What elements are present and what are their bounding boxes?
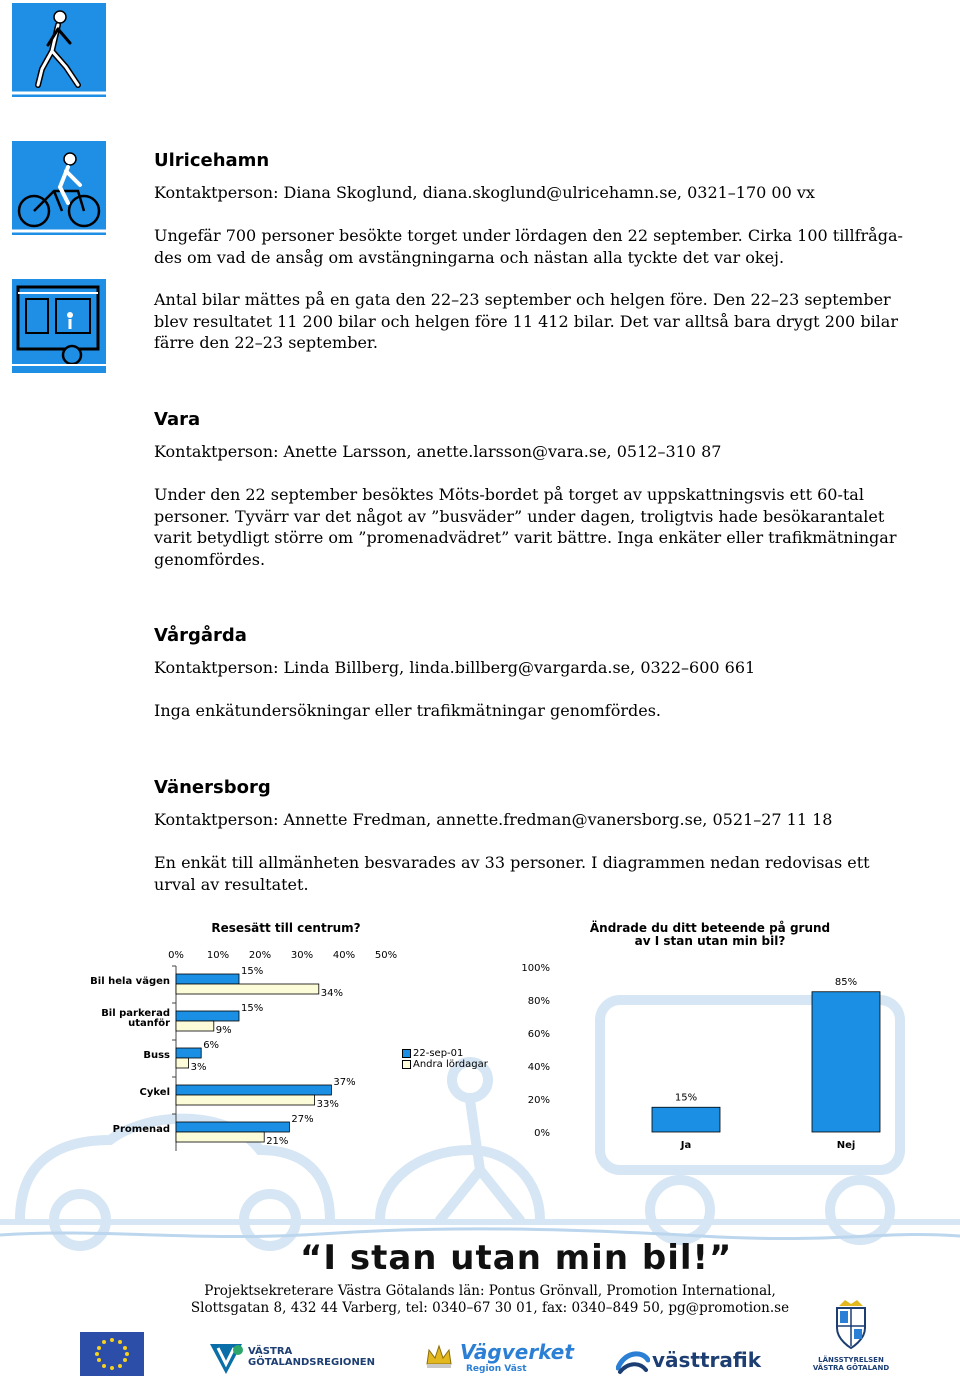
data-label: 6% <box>203 1040 220 1051</box>
section-vargarda <box>154 625 914 743</box>
paragraph: Antal bilar mättes på en gata den 22–23 september och helgen före. Den 22–23 september blev resultatet 11 200 bilar och helgen före 11 412 bilar. Det var alltså bara drygt 200 bilar färre den 22–23 september. <box>154 290 898 352</box>
bar <box>176 1122 289 1132</box>
bar <box>812 992 880 1132</box>
x-tick-label: 0% <box>168 950 184 961</box>
data-label: 15% <box>241 1003 264 1014</box>
section-title: Vara <box>154 409 201 430</box>
y-tick-label: 0% <box>534 1128 550 1139</box>
contact-line: Kontaktperson: Annette Fredman, annette.fredman@vanersborg.se, 0521–27 11 18 <box>154 810 833 829</box>
slogan: “I stan utan min bil!” <box>300 1238 733 1278</box>
bar <box>176 1021 214 1031</box>
bar <box>176 1095 315 1105</box>
vagverket-subtext: Region Väst <box>466 1364 527 1374</box>
lansstyrelsen-text-2: VÄSTRA GÖTALAND <box>812 1364 890 1372</box>
data-label: 3% <box>190 1062 207 1073</box>
x-tick-label: 30% <box>290 950 314 961</box>
vertical-bar-chart <box>510 918 910 1158</box>
paragraph: Inga enkätundersökningar eller trafikmätningar genomfördes. <box>154 701 661 720</box>
paragraph: En enkät till allmänheten besvarades av 33 personer. I diagrammen nedan redovisas ett urval av resultatet. <box>154 853 870 894</box>
x-tick-label: 10% <box>206 950 230 961</box>
data-label: 15% <box>674 1092 698 1104</box>
vasttrafik-swirl-icon <box>616 1346 650 1376</box>
category-label: Buss <box>143 1050 170 1061</box>
y-tick-label: 20% <box>527 1095 550 1106</box>
footer-line-2: Slottsgatan 8, 432 44 Varberg, tel: 0340–67 30 01, fax: 0340–849 50, pg@promotion.se <box>190 1300 790 1316</box>
data-label: 21% <box>266 1136 289 1147</box>
data-label: 15% <box>241 966 264 977</box>
chart-resesatt <box>90 918 516 1158</box>
bar <box>176 1048 201 1058</box>
crown-icon <box>424 1342 454 1372</box>
legend-label: 22-sep-01 <box>413 1048 464 1059</box>
data-label: 37% <box>333 1077 356 1088</box>
contact-line: Kontaktperson: Anette Larsson, anette.larsson@vara.se, 0512–310 87 <box>154 442 722 461</box>
y-tick-label: 80% <box>527 996 550 1007</box>
chart-title: Resesätt till centrum? <box>211 921 361 935</box>
eu-stars-icon <box>80 1332 144 1376</box>
category-label: Bil parkerad <box>101 1008 170 1019</box>
lansstyrelsen-text-1: LÄNSSTYRELSEN <box>818 1356 884 1364</box>
y-tick-label: 60% <box>527 1029 550 1040</box>
cyclist-icon <box>12 141 106 235</box>
bar <box>176 974 239 984</box>
vasttrafik-logo <box>616 1346 762 1378</box>
bar <box>176 1058 189 1068</box>
bar <box>176 1011 239 1021</box>
section-ulricehamn <box>154 150 914 375</box>
chart-legend <box>402 1048 488 1070</box>
data-label: 85% <box>834 976 858 988</box>
section-title: Ulricehamn <box>154 150 270 171</box>
category-label: Bil hela vägen <box>90 976 170 987</box>
footer-line-1: Projektsekreterare Västra Götalands län: Pontus Grönvall, Promotion International, <box>204 1283 776 1299</box>
section-vanersborg <box>154 777 914 916</box>
eu-flag-logo <box>80 1332 144 1376</box>
y-tick-label: 40% <box>527 1062 550 1073</box>
legend-entry <box>402 1048 488 1059</box>
legend-label: Andra lördagar <box>413 1059 488 1070</box>
contact-line: Kontaktperson: Linda Billberg, linda.billberg@vargarda.se, 0322–600 661 <box>154 658 756 677</box>
data-label: 34% <box>320 988 344 999</box>
category-label: Promenad <box>112 1124 170 1135</box>
walking-person-icon <box>12 3 106 97</box>
vgr-text-1: VÄSTRA <box>248 1346 293 1357</box>
bus-icon <box>12 279 106 373</box>
x-tick-label: 40% <box>332 950 356 961</box>
bar <box>176 984 319 994</box>
bar <box>176 1132 264 1142</box>
vgr-mark-icon <box>208 1340 244 1376</box>
lansstyrelsen-logo <box>808 1298 894 1378</box>
vasttrafik-text: västtrafik <box>652 1348 762 1372</box>
y-tick-label: 100% <box>521 963 550 974</box>
paragraph: Ungefär 700 personer besökte torget under lördagen den 22 september. Cirka 100 tillfråga-des om vad de ansåg om avstängningarna och nästan alla tyckte det var okej. <box>154 226 903 267</box>
vastra-gotalandsregionen-logo <box>208 1340 378 1376</box>
section-title: Vänersborg <box>154 777 271 798</box>
legend-entry <box>402 1059 488 1070</box>
data-label: 27% <box>291 1114 314 1125</box>
data-label: 33% <box>316 1099 339 1110</box>
category-label: Ja <box>680 1140 692 1151</box>
vgr-text-2: GÖTALANDSREGIONEN <box>248 1357 376 1368</box>
vagverket-logo <box>424 1340 574 1380</box>
vagverket-text: Vägverket <box>460 1340 574 1364</box>
legend-swatch <box>402 1049 411 1058</box>
category-label: Nej <box>836 1140 856 1151</box>
chart-beteende <box>510 918 910 1158</box>
x-tick-label: 50% <box>374 950 398 961</box>
paragraph: Under den 22 september besöktes Möts-bordet på torget av uppskattningsvis ett 60-tal personer. Tyvärr var det något av ”busväder” under dagen, troligtvis hade besökarantalet varit betydligt större om ”promenadvädret” varit bättre. Inga enkäter eller trafikmätningar genomfördes. <box>154 485 897 569</box>
data-label: 9% <box>215 1025 232 1036</box>
legend-swatch <box>402 1060 411 1069</box>
coat-of-arms-icon <box>831 1298 871 1350</box>
horizontal-bar-chart <box>90 918 516 1158</box>
bar <box>652 1107 720 1132</box>
bar <box>176 1085 331 1095</box>
section-title: Vårgårda <box>154 625 247 646</box>
x-tick-label: 20% <box>248 950 272 961</box>
section-vara <box>154 409 914 591</box>
contact-line: Kontaktperson: Diana Skoglund, diana.skoglund@ulricehamn.se, 0321–170 00 vx <box>154 183 815 202</box>
chart-title: Ändrade du ditt beteende på grund av I stan utan min bil? <box>589 921 831 948</box>
category-label: Cykel <box>139 1087 170 1098</box>
category-label: utanför <box>128 1018 170 1029</box>
